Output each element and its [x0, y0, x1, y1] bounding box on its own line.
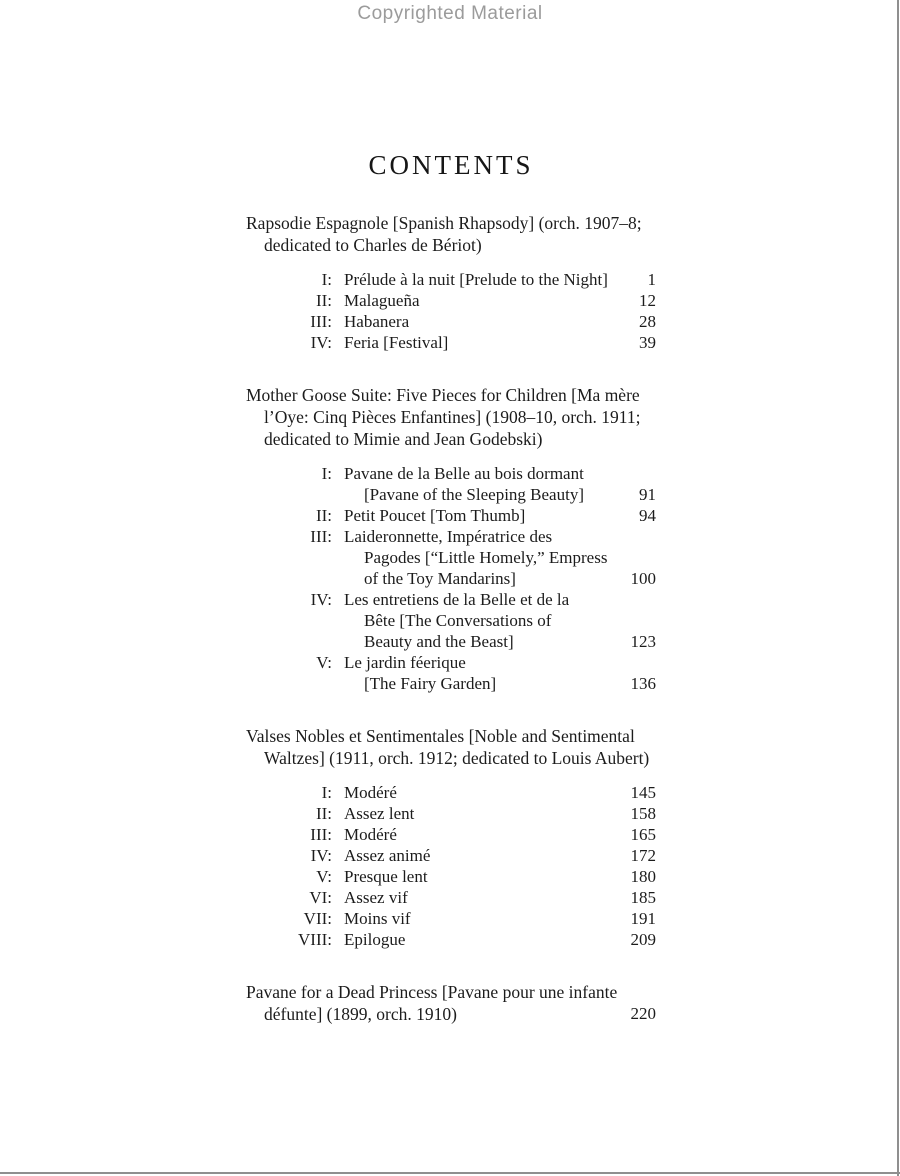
- page-number: 158: [630, 804, 656, 823]
- page-number: 91: [639, 485, 656, 504]
- toc-entry: [246, 845, 656, 866]
- movement-title: Presque lent: [344, 867, 428, 886]
- toc-entry: [246, 782, 656, 803]
- section-items: [246, 269, 656, 353]
- movement-numeral: VII:: [303, 909, 332, 928]
- movement-title: of the Toy Mandarins]: [364, 569, 516, 588]
- toc-entry: [246, 803, 656, 824]
- movement-title: Pagodes [“Little Homely,” Empress: [364, 548, 608, 567]
- page-number: 100: [630, 569, 656, 588]
- heading-line: dedicated to Mimie and Jean Godebski): [264, 429, 543, 449]
- movement-numeral: V:: [316, 653, 332, 672]
- movement-title: Habanera: [344, 312, 410, 331]
- movement-numeral: II:: [315, 506, 332, 525]
- heading-line: Valses Nobles et Sentimentales [Noble and Sentimental: [246, 726, 635, 746]
- movement-title: [Pavane of the Sleeping Beauty]: [364, 485, 584, 504]
- movement-title: Bête [The Conversations of: [364, 611, 552, 630]
- toc-entry: [246, 505, 656, 526]
- page-number: 39: [639, 333, 656, 352]
- heading-line: Pavane for a Dead Princess [Pavane pour une infante: [246, 982, 618, 1002]
- toc-entry: [246, 290, 656, 311]
- movement-numeral: III:: [310, 312, 332, 331]
- movement-title: Les entretiens de la Belle et de la: [344, 590, 570, 609]
- movement-title: Prélude à la nuit [Prelude to the Night]: [344, 270, 608, 289]
- heading-line: dedicated to Charles de Bériot): [264, 235, 482, 255]
- section-items: [246, 463, 656, 694]
- page-number: 136: [630, 674, 656, 693]
- movement-title: Malagueña: [344, 291, 420, 310]
- movement-title: Epilogue: [344, 930, 406, 949]
- toc-section-mother-goose-suite: [246, 384, 656, 694]
- heading-line: Mother Goose Suite: Five Pieces for Children [Ma mère: [246, 385, 640, 405]
- toc-section-valses-nobles: [246, 725, 656, 950]
- movement-title: [The Fairy Garden]: [364, 674, 497, 693]
- section-heading: [246, 212, 656, 256]
- toc-entry: [246, 887, 656, 908]
- section-heading: [246, 725, 656, 769]
- movement-title: Le jardin féerique: [344, 653, 466, 672]
- page-number: 185: [630, 888, 656, 907]
- movement-numeral: II:: [315, 291, 332, 310]
- toc-entry: [246, 824, 656, 845]
- section-heading: [246, 981, 656, 1025]
- movement-title: Assez vif: [344, 888, 408, 907]
- page-number: 209: [630, 930, 656, 949]
- movement-title: Pavane de la Belle au bois dormant: [344, 464, 584, 483]
- toc-entry: [246, 269, 656, 290]
- movement-numeral: VIII:: [298, 930, 332, 949]
- movement-title: Moins vif: [344, 909, 411, 928]
- toc-entry: [246, 866, 656, 887]
- page-number: 165: [630, 825, 656, 844]
- movement-numeral: I:: [321, 783, 332, 802]
- page-number: 180: [630, 867, 656, 886]
- scan-edge-right-line: [897, 0, 899, 1176]
- heading-line: Waltzes] (1911, orch. 1912; dedicated to Louis Aubert): [264, 748, 650, 768]
- movement-numeral: IV:: [310, 333, 332, 352]
- toc-page: [246, 150, 656, 1025]
- movement-numeral: IV:: [310, 846, 332, 865]
- movement-numeral: I:: [321, 464, 332, 483]
- movement-numeral: III:: [310, 825, 332, 844]
- page-title: CONTENTS: [368, 150, 534, 180]
- movement-title: Laideronnette, Impératrice des: [344, 527, 553, 546]
- toc-entry: [246, 929, 656, 950]
- movement-title: Feria [Festival]: [344, 333, 449, 352]
- copyrighted-material-watermark: Copyrighted Material: [357, 3, 543, 24]
- page-number: 94: [639, 506, 656, 525]
- toc-entry: [246, 311, 656, 332]
- heading-line: Rapsodie Espagnole [Spanish Rhapsody] (orch. 1907–8;: [246, 213, 642, 233]
- heading-line: défunte] (1899, orch. 1910): [264, 1004, 457, 1024]
- page-number: 28: [639, 312, 656, 331]
- movement-numeral: VI:: [309, 888, 332, 907]
- page-number: 1: [647, 270, 656, 289]
- movement-numeral: II:: [315, 804, 332, 823]
- toc-entry: [246, 463, 656, 505]
- page-number: 123: [630, 632, 656, 651]
- page-number: 172: [630, 846, 656, 865]
- page-number: 191: [630, 909, 656, 928]
- movement-title: Assez lent: [344, 804, 415, 823]
- movement-numeral: IV:: [310, 590, 332, 609]
- page-number: 12: [639, 291, 656, 310]
- section-items: [246, 782, 656, 950]
- toc-entry: [246, 652, 656, 694]
- page-number: 145: [630, 783, 656, 802]
- movement-title: Modéré: [344, 825, 397, 844]
- toc-entry: [246, 589, 656, 652]
- toc-entry: [246, 526, 656, 589]
- toc-section-rapsodie-espagnole: [246, 212, 656, 353]
- toc-entry: [246, 908, 656, 929]
- movement-title: Assez animé: [344, 846, 431, 865]
- toc-entry: [246, 332, 656, 353]
- movement-title: Beauty and the Beast]: [364, 632, 514, 651]
- heading-line: l’Oye: Cinq Pièces Enfantines] (1908–10, orch. 1911;: [264, 407, 641, 427]
- section-heading: [246, 384, 656, 450]
- scan-edge-bottom-line: [0, 1172, 900, 1174]
- movement-title: Petit Poucet [Tom Thumb]: [344, 506, 526, 525]
- movement-title: Modéré: [344, 783, 397, 802]
- movement-numeral: I:: [321, 270, 332, 289]
- movement-numeral: V:: [316, 867, 332, 886]
- page-number: 220: [630, 1004, 656, 1023]
- toc-section-pavane: [246, 981, 656, 1025]
- movement-numeral: III:: [310, 527, 332, 546]
